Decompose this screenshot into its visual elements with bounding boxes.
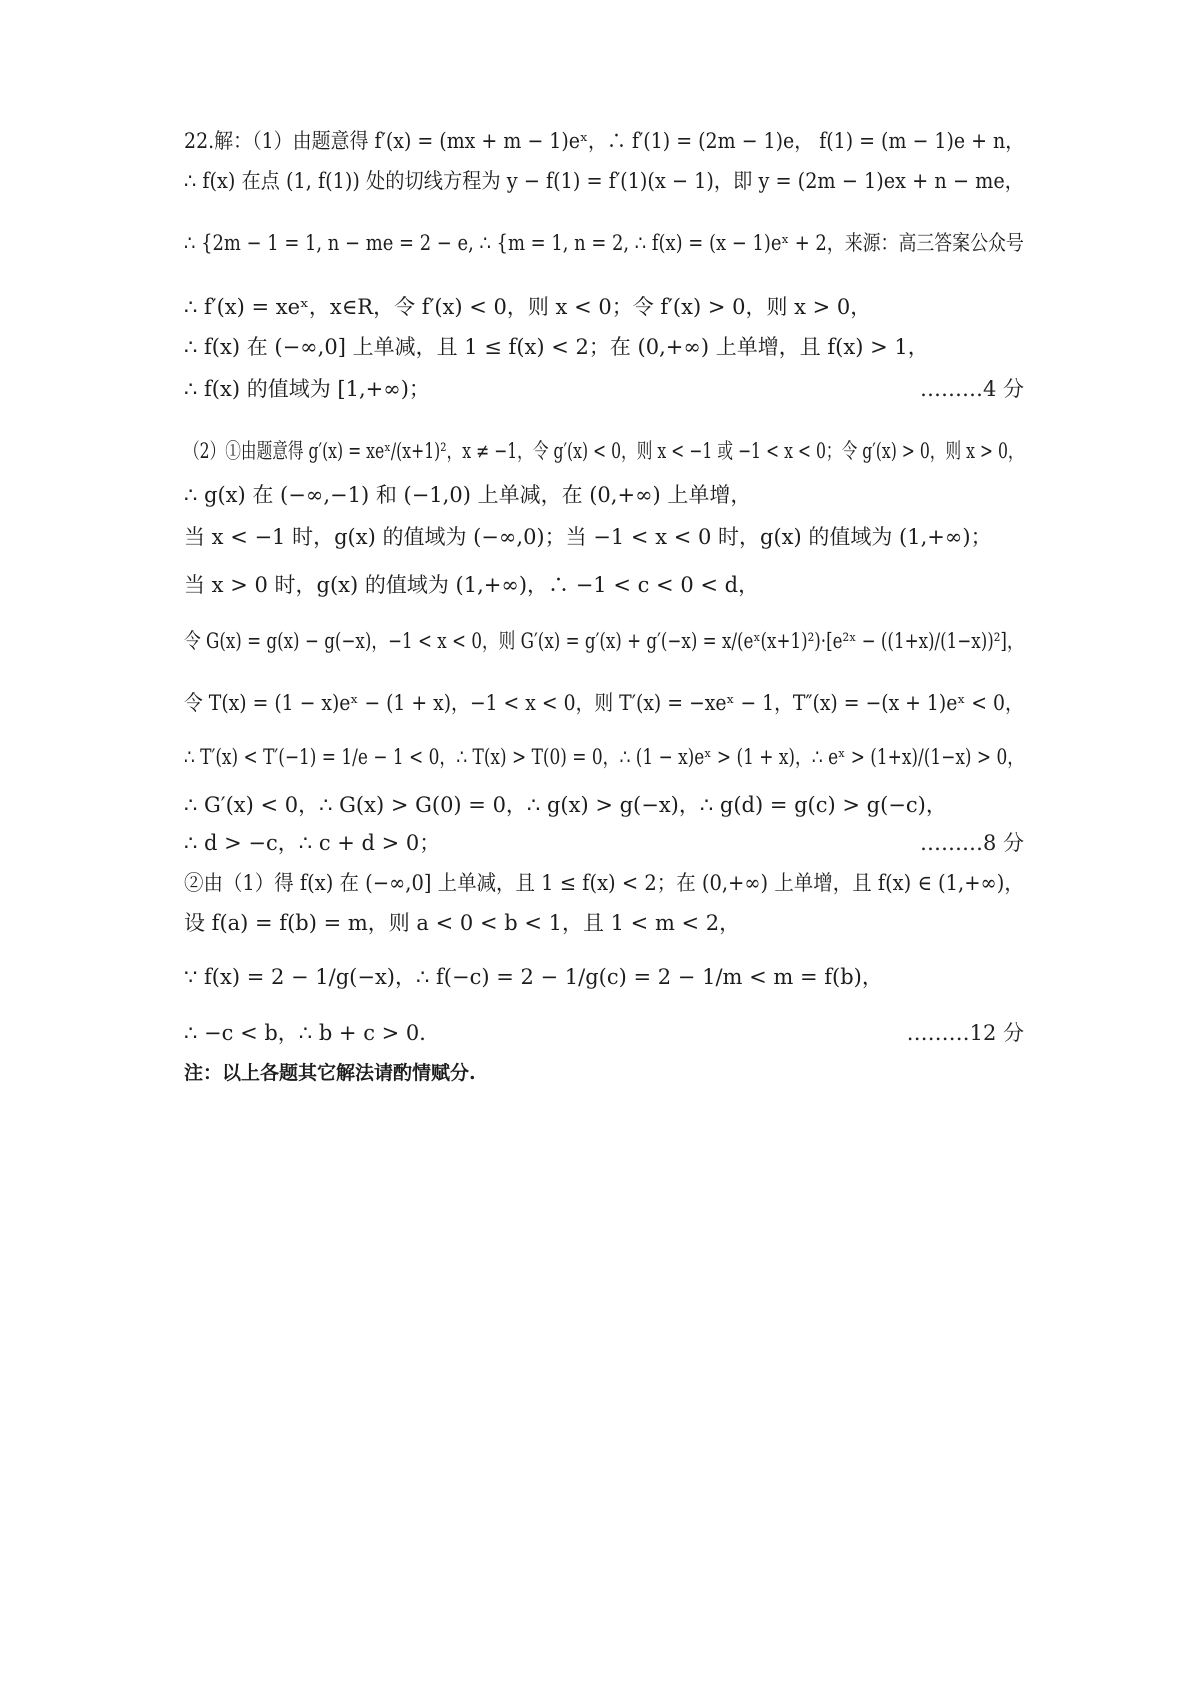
- solution-line-12: 令 T(x) = (1 − x)eˣ − (1 + x)，−1 < x < 0，则 T′(x) = −xeˣ − 1，T″(x) = −(x + 1)eˣ < 0，: [184, 691, 1024, 715]
- solution-line-18: ∵ f(x) = 2 − 1/g(−x)，∴ f(−c) = 2 − 1/g(c) = 2 − 1/m < m = f(b)，: [184, 965, 883, 989]
- score-mark-8: ………8 分: [919, 831, 1024, 855]
- score-mark-4: ………4 分: [919, 377, 1024, 401]
- solution-line-15: ∴ d > −c，∴ c + d > 0；: [184, 831, 441, 855]
- solution-line-8: ∴ g(x) 在 (−∞,−1) 和 (−1,0) 上单减，在 (0,+∞) 上单增，: [184, 483, 752, 507]
- grading-note: 注：以上各题其它解法请酌情赋分.: [184, 1062, 476, 1084]
- solution-line-14: ∴ G′(x) < 0，∴ G(x) > G(0) = 0，∴ g(x) > g(−x)，∴ g(d) = g(c) > g(−c)，: [184, 793, 947, 817]
- solution-line-1: 22.解：（1）由题意得 f′(x) = (mx + m − 1)eˣ，∴ f′(1) = (2m − 1)e， f(1) = (m − 1)e + n，: [184, 129, 1025, 153]
- solution-line-5: ∴ f(x) 在 (−∞,0] 上单减，且 1 ≤ f(x) < 2；在 (0,+∞) 上单增，且 f(x) > 1，: [184, 335, 929, 359]
- solution-line-4: ∴ f′(x) = xeˣ，x∈R，令 f′(x) < 0，则 x < 0；令 f′(x) > 0，则 x > 0，: [184, 295, 872, 319]
- solution-line-19: ∴ −c < b，∴ b + c > 0．: [184, 1021, 441, 1045]
- solution-line-17: 设 f(a) = f(b) = m，则 a < 0 < b < 1，且 1 < m < 2，: [184, 911, 741, 935]
- solution-line-10: 当 x > 0 时，g(x) 的值域为 (1,+∞)，∴ −1 < c < 0 < d，: [184, 573, 760, 597]
- score-mark-12: ………12 分: [906, 1021, 1024, 1045]
- solution-line-13: ∴ T′(x) < T′(−1) = 1/e − 1 < 0，∴ T(x) > T(0) = 0，∴ (1 − x)eˣ > (1 + x)，∴ eˣ > (1+x)/(1−x) > 0，: [184, 745, 1025, 769]
- solution-line-16: ②由（1）得 f(x) 在 (−∞,0] 上单减，且 1 ≤ f(x) < 2；在 (0,+∞) 上单增，且 f(x) ∈ (1,+∞)，: [184, 871, 1024, 895]
- solution-line-2: ∴ f(x) 在点 (1, f(1)) 处的切线方程为 y − f(1) = f′(1)(x − 1)，即 y = (2m − 1)ex + n − me，: [184, 169, 1024, 193]
- solution-line-11: 令 G(x) = g(x) − g(−x)，−1 < x < 0，则 G′(x) = g′(x) + g′(−x) = x/(eˣ(x+1)²)·[e²ˣ − ((1+x)/(1−x))²]，: [184, 629, 1024, 653]
- solution-line-6: ∴ f(x) 的值域为 [1,+∞)；: [184, 377, 430, 401]
- solution-line-3: ∴ {2m − 1 = 1, n − me = 2 − e, ∴ {m = 1, n = 2, ∴ f(x) = (x − 1)eˣ + 2，来源：高三答案公众号: [184, 231, 1024, 255]
- solution-line-9: 当 x < −1 时，g(x) 的值域为 (−∞,0)；当 −1 < x < 0 时，g(x) 的值域为 (1,+∞)；: [184, 525, 992, 549]
- solution-line-7: （2）①由题意得 g′(x) = xeˣ/(x+1)²，x ≠ −1，令 g′(x) < 0，则 x < −1 或 −1 < x < 0；令 g′(x) > 0，则 x > 0，: [184, 439, 1024, 463]
